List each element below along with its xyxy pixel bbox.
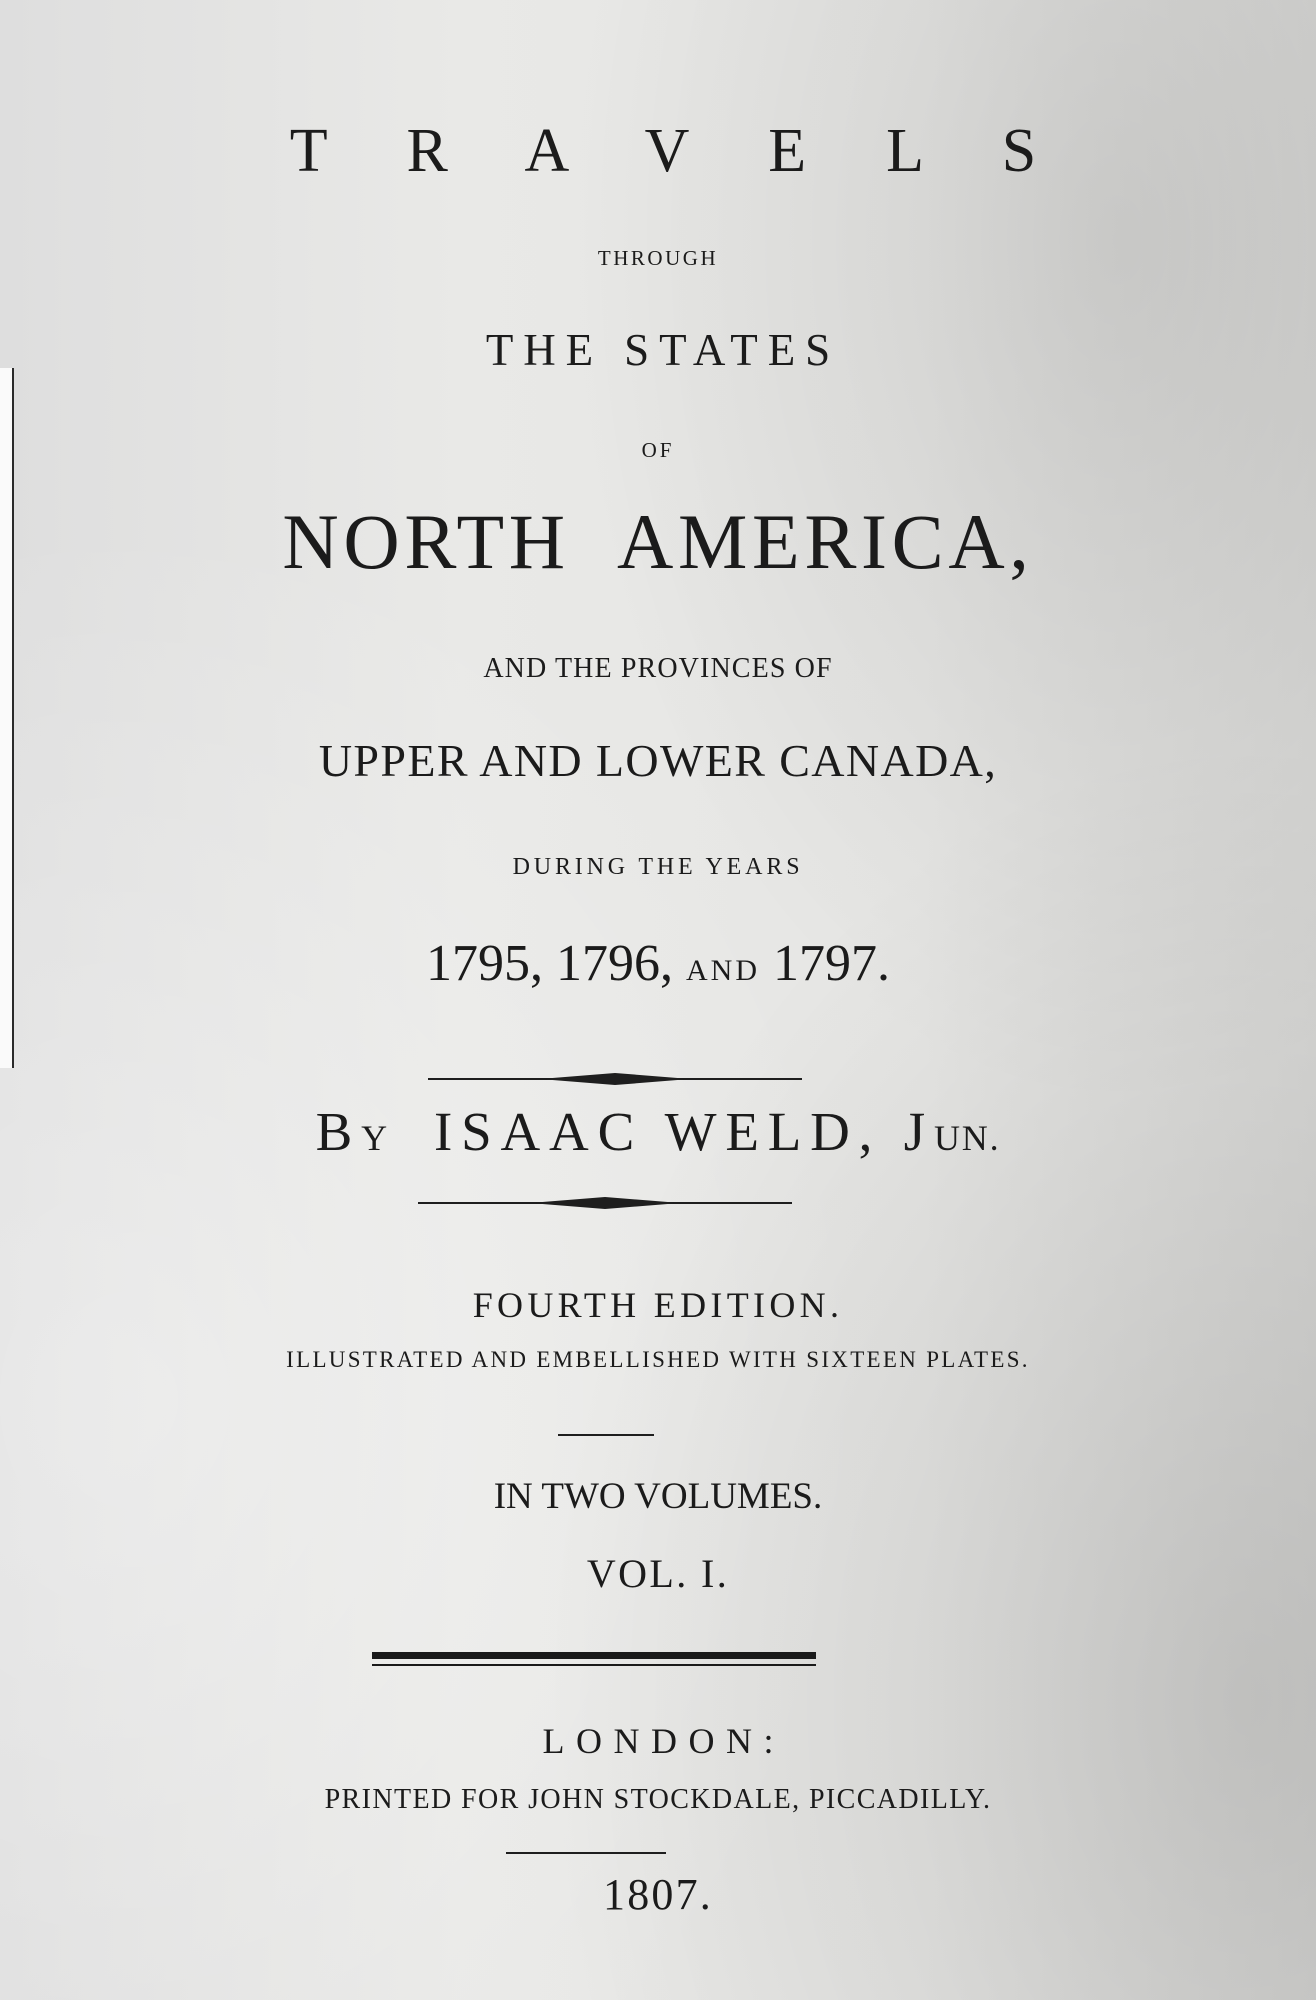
author-by-rest: Y (361, 1118, 389, 1158)
ornamental-rule-lower-swell (530, 1197, 680, 1209)
title-the-states: THE STATES (485, 325, 841, 375)
years-part-1: 1795, 1796, (426, 935, 673, 992)
title-of: OF (641, 438, 675, 462)
volume-number: VOL. I. (586, 1551, 730, 1596)
author-jun-initial: J (903, 1101, 934, 1162)
title-during-years: DURING THE YEARS (512, 854, 804, 880)
title-travels: T R A V E L S (289, 117, 1069, 185)
title-and-provinces: AND THE PROVINCES OF (483, 653, 833, 684)
imprint-rule (506, 1852, 666, 1854)
title-canada: UPPER AND LOWER CANADA, (318, 735, 998, 786)
edition-statement: FOURTH EDITION. (472, 1285, 844, 1325)
short-rule (558, 1434, 654, 1436)
title-years (0, 935, 1316, 992)
double-rule-thick (372, 1652, 816, 1659)
title-north-america: NORTH AMERICA, (282, 498, 1034, 585)
imprint-city: LONDON: (542, 1721, 786, 1761)
years-and: AND (686, 954, 760, 987)
author-jun-rest: UN. (933, 1118, 1001, 1158)
author-name: ISAAC WELD, (434, 1101, 882, 1162)
author-line (0, 1101, 1316, 1162)
imprint-printer: PRINTED FOR JOHN STOCKDALE, PICCADILLY. (324, 1784, 992, 1815)
title-through: THROUGH (597, 246, 719, 270)
ornamental-rule-upper-swell (540, 1073, 690, 1085)
author-by-initial: B (315, 1101, 362, 1162)
volumes-statement: IN TWO VOLUMES. (493, 1476, 823, 1517)
years-part-2: 1797. (773, 935, 890, 992)
double-rule-thin (372, 1664, 816, 1666)
illustration-statement: ILLUSTRATED AND EMBELLISHED WITH SIXTEEN PLATES. (286, 1347, 1030, 1372)
imprint-year: 1807. (603, 1870, 713, 1919)
